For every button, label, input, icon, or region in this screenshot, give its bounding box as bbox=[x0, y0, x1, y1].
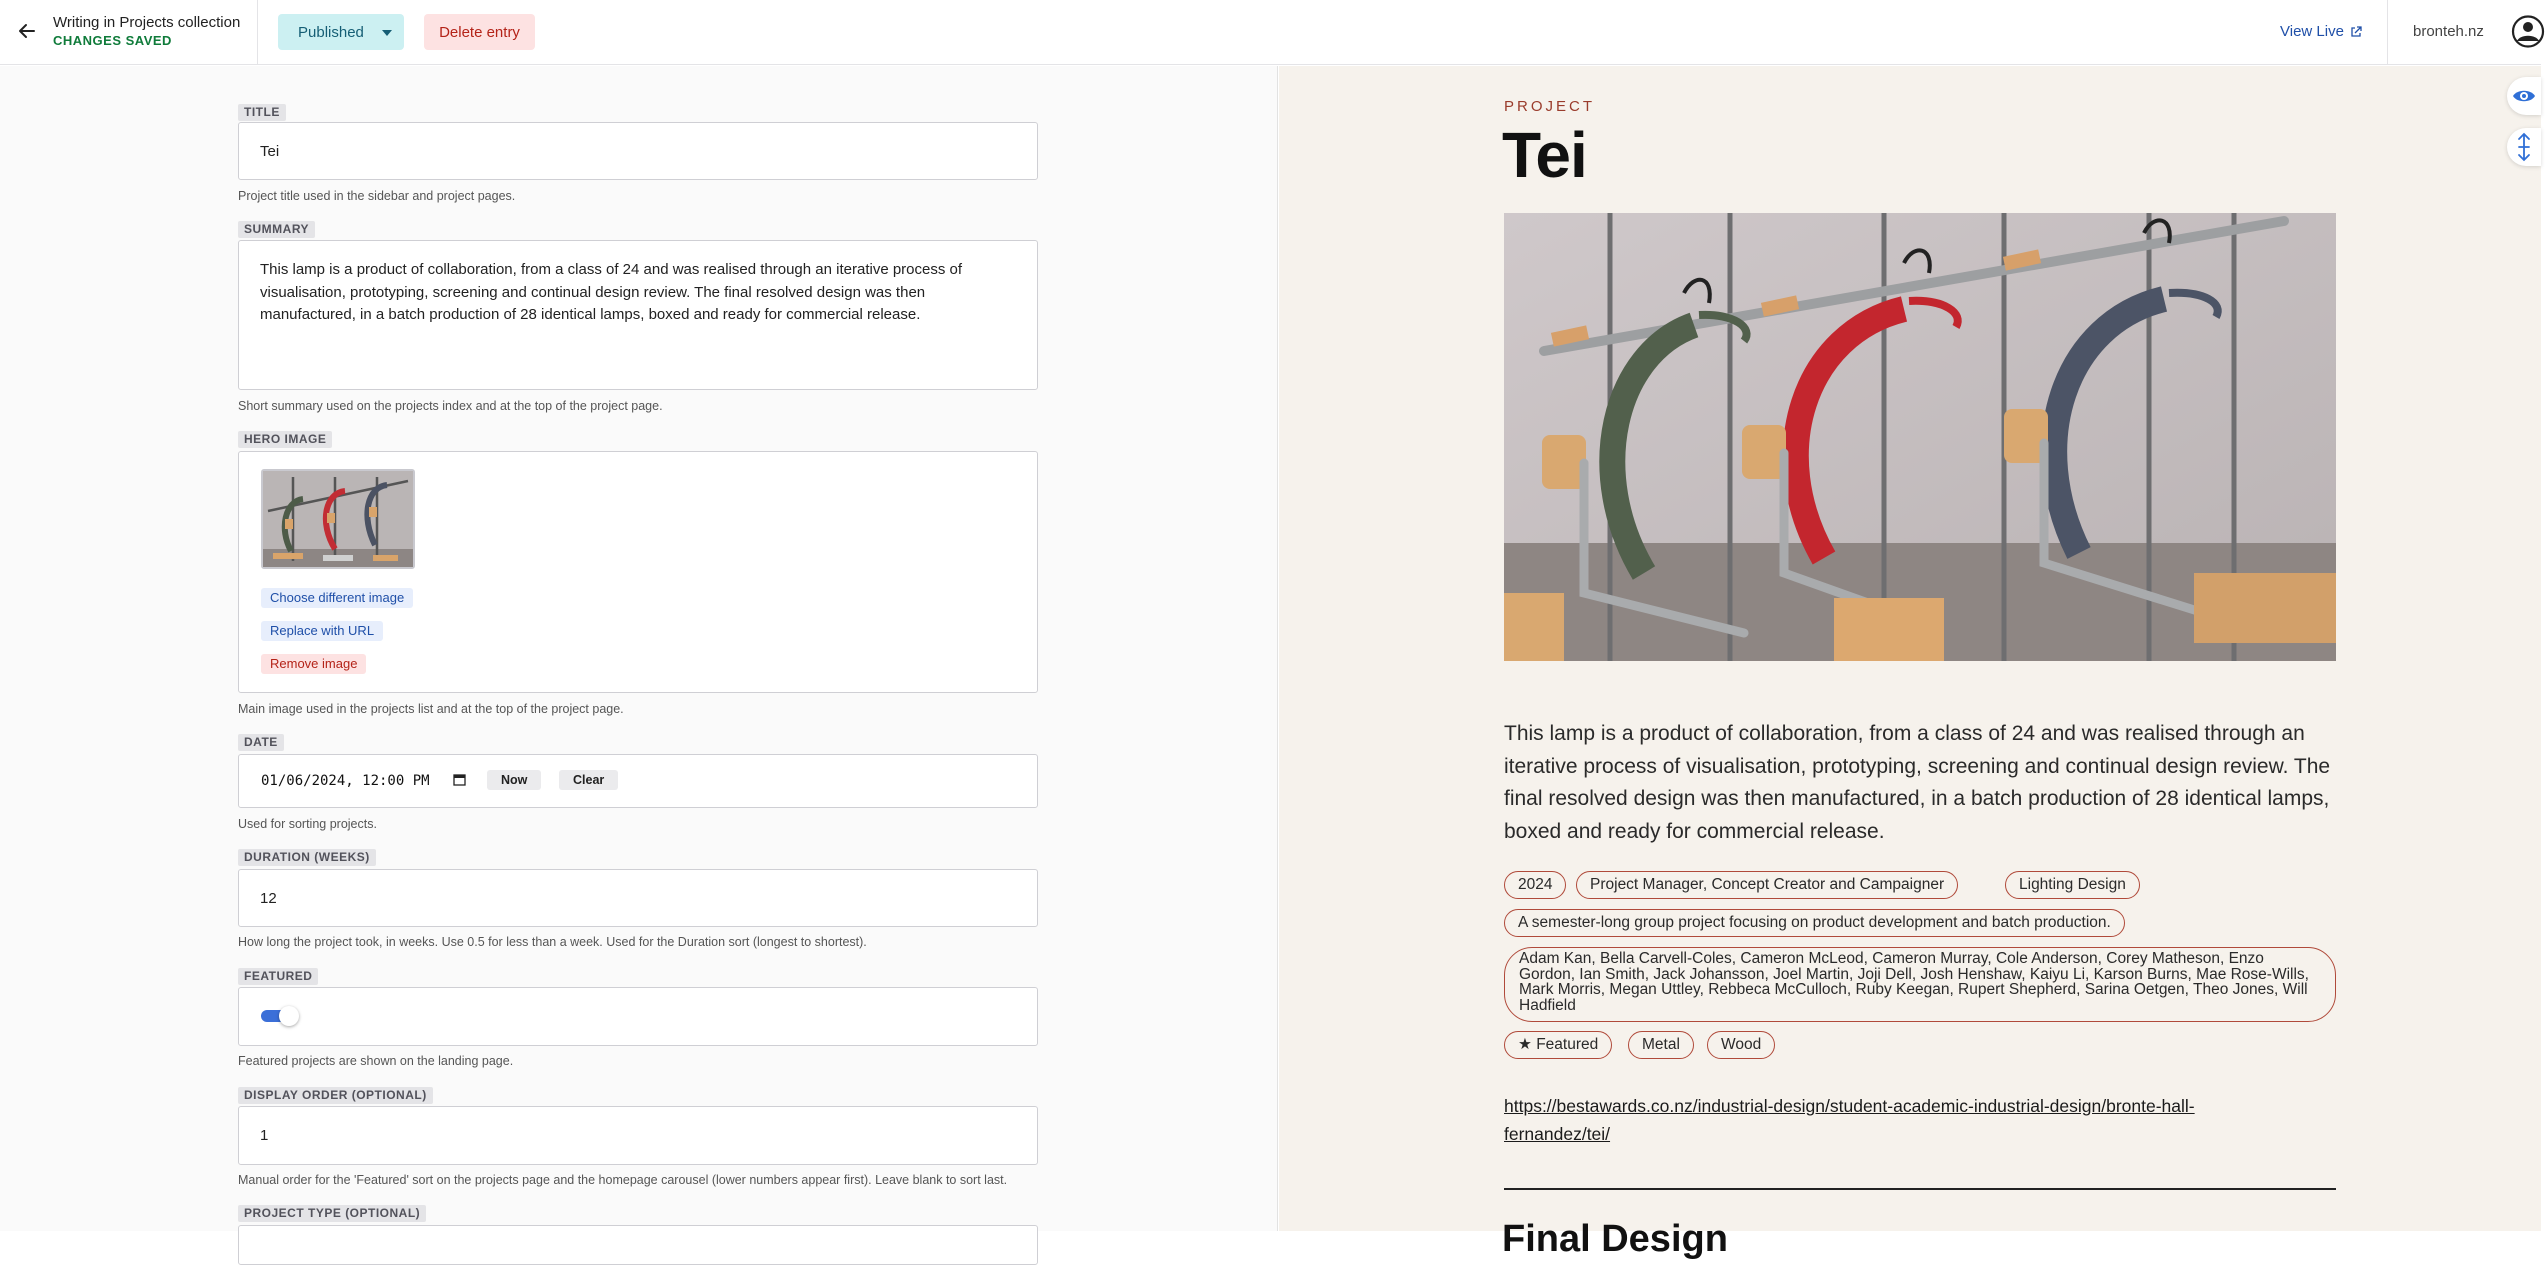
entry-context bbox=[53, 14, 240, 50]
featured-toggle[interactable] bbox=[261, 1005, 299, 1027]
tag-featured-label: Featured bbox=[1536, 1036, 1599, 1053]
display-order-value: 1 bbox=[260, 1127, 269, 1144]
context-title: Writing in Projects collection bbox=[53, 14, 241, 31]
arrow-left-icon bbox=[18, 22, 36, 40]
tag-material-metal: Metal bbox=[1628, 1031, 1694, 1059]
replace-with-url-button[interactable]: Replace with URL bbox=[261, 621, 383, 641]
title-value: Tei bbox=[260, 143, 280, 160]
divider bbox=[257, 0, 258, 65]
view-live-label: View Live bbox=[2280, 23, 2344, 40]
hero-image-field bbox=[238, 451, 1038, 693]
duration-value: 12 bbox=[260, 890, 277, 907]
tag-team: Adam Kan, Bella Carvell-Coles, Cameron McLeod, Cameron Murray, Cole Anderson, Corey Matheson, Enzo Gordon, Ian Smith, Jack Johansson, Joel Martin, Joji Dell, Josh Henshaw, Kaiyu Li, Karson Burns, Mae Rose-Wills, Mark Morris, Megan Uttley, Rebbeca McCulloch, Ruby Keegan, Rupert Shepherd, Sarina Oetgen, Theo Jones, Will Hadfield bbox=[1504, 947, 2336, 1022]
user-avatar-icon bbox=[2508, 15, 2548, 48]
calendar-icon[interactable] bbox=[453, 773, 466, 786]
entry-editor bbox=[0, 66, 1278, 1231]
project-type-label: PROJECT TYPE (OPTIONAL) bbox=[238, 1205, 426, 1222]
preview-eyebrow: PROJECT bbox=[1504, 98, 1596, 115]
date-field bbox=[238, 754, 1038, 808]
date-input[interactable]: 01/06/2024, 12:00 PM bbox=[261, 773, 430, 789]
account-menu-button[interactable] bbox=[2508, 15, 2541, 48]
title-label: TITLE bbox=[238, 104, 286, 121]
date-label: DATE bbox=[238, 734, 284, 751]
save-status: CHANGES SAVED bbox=[53, 33, 172, 48]
next-section-heading: Final Design bbox=[1502, 1218, 1728, 1260]
scroll-sync-button[interactable] bbox=[2507, 128, 2541, 166]
tag-description: A semester-long group project focusing on product development and batch production. bbox=[1504, 909, 2125, 937]
preview-hero-image bbox=[1504, 213, 2336, 661]
featured-field bbox=[238, 987, 1038, 1046]
date-help: Used for sorting projects. bbox=[238, 817, 377, 831]
scroll-sync-icon bbox=[2516, 132, 2532, 162]
tag-material-wood: Wood bbox=[1707, 1031, 1775, 1059]
featured-label: FEATURED bbox=[238, 968, 318, 985]
display-order-help: Manual order for the 'Featured' sort on the projects page and the homepage carousel (lower numbers appear first). Leave blank to sort last. bbox=[238, 1173, 1008, 1187]
awards-link[interactable]: https://bestawards.co.nz/industrial-design/student-academic-industrial-design/bronte-hall-fernandez/tei/ bbox=[1504, 1096, 2195, 1144]
divider bbox=[2387, 0, 2388, 65]
summary-value: This lamp is a product of collaboration, from a class of 24 and was realised through an iterative process of visualisation, prototyping, screening and continual design review. The final resolved design was then manufactured, in a batch production of 28 identical lamps, boxed and ready for commercial release. bbox=[260, 261, 963, 323]
delete-entry-button[interactable]: Delete entry bbox=[424, 14, 535, 50]
hero-image-help: Main image used in the projects list and at the top of the project page. bbox=[238, 702, 624, 716]
summary-field[interactable] bbox=[238, 240, 1038, 390]
hero-image-label: HERO IMAGE bbox=[238, 431, 332, 448]
display-order-label: DISPLAY ORDER (OPTIONAL) bbox=[238, 1087, 433, 1104]
summary-help: Short summary used on the projects index and at the top of the project page. bbox=[238, 399, 663, 413]
tag-featured bbox=[1504, 1031, 1612, 1059]
choose-image-button[interactable]: Choose different image bbox=[261, 588, 413, 608]
project-type-field[interactable] bbox=[238, 1225, 1038, 1265]
hero-image-thumbnail[interactable] bbox=[261, 469, 415, 569]
tag-discipline: Lighting Design bbox=[2005, 871, 2140, 899]
section-divider bbox=[1504, 1188, 2336, 1190]
eye-icon bbox=[2512, 88, 2536, 104]
toggle-preview-button[interactable] bbox=[2507, 77, 2541, 115]
title-help: Project title used in the sidebar and project pages. bbox=[238, 189, 516, 203]
duration-help: How long the project took, in weeks. Use 0.5 for less than a week. Used for the Duration sort (longest to shortest). bbox=[238, 935, 867, 949]
external-link-icon bbox=[2350, 26, 2362, 38]
tag-role: Project Manager, Concept Creator and Campaigner bbox=[1576, 871, 1958, 899]
publish-status-button[interactable] bbox=[278, 14, 404, 50]
preview-summary: This lamp is a product of collaboration, from a class of 24 and was realised through an iterative process of visualisation, prototyping, screening and continual design review. The final resolved design was then manufactured, in a batch production of 28 identical lamps, boxed and ready for commercial release. bbox=[1504, 722, 2331, 843]
site-name: bronteh.nz bbox=[2413, 23, 2484, 40]
view-live-link[interactable] bbox=[2280, 23, 2362, 40]
live-preview bbox=[1279, 66, 2541, 1260]
top-bar bbox=[0, 0, 2541, 65]
chevron-down-icon bbox=[382, 30, 392, 36]
date-now-button[interactable]: Now bbox=[487, 770, 541, 790]
duration-field[interactable] bbox=[238, 869, 1038, 927]
star-icon: ★ bbox=[1518, 1036, 1532, 1053]
publish-label: Published bbox=[298, 23, 364, 41]
featured-help: Featured projects are shown on the landing page. bbox=[238, 1054, 514, 1068]
remove-image-button[interactable]: Remove image bbox=[261, 654, 366, 674]
tag-year: 2024 bbox=[1504, 871, 1566, 899]
toggle-knob bbox=[279, 1006, 299, 1026]
title-field[interactable] bbox=[238, 122, 1038, 180]
preview-title: Tei bbox=[1502, 119, 1587, 191]
summary-label: SUMMARY bbox=[238, 221, 315, 238]
duration-label: DURATION (WEEKS) bbox=[238, 849, 376, 866]
display-order-field[interactable] bbox=[238, 1106, 1038, 1165]
date-clear-button[interactable]: Clear bbox=[559, 770, 618, 790]
back-button[interactable] bbox=[12, 14, 42, 48]
